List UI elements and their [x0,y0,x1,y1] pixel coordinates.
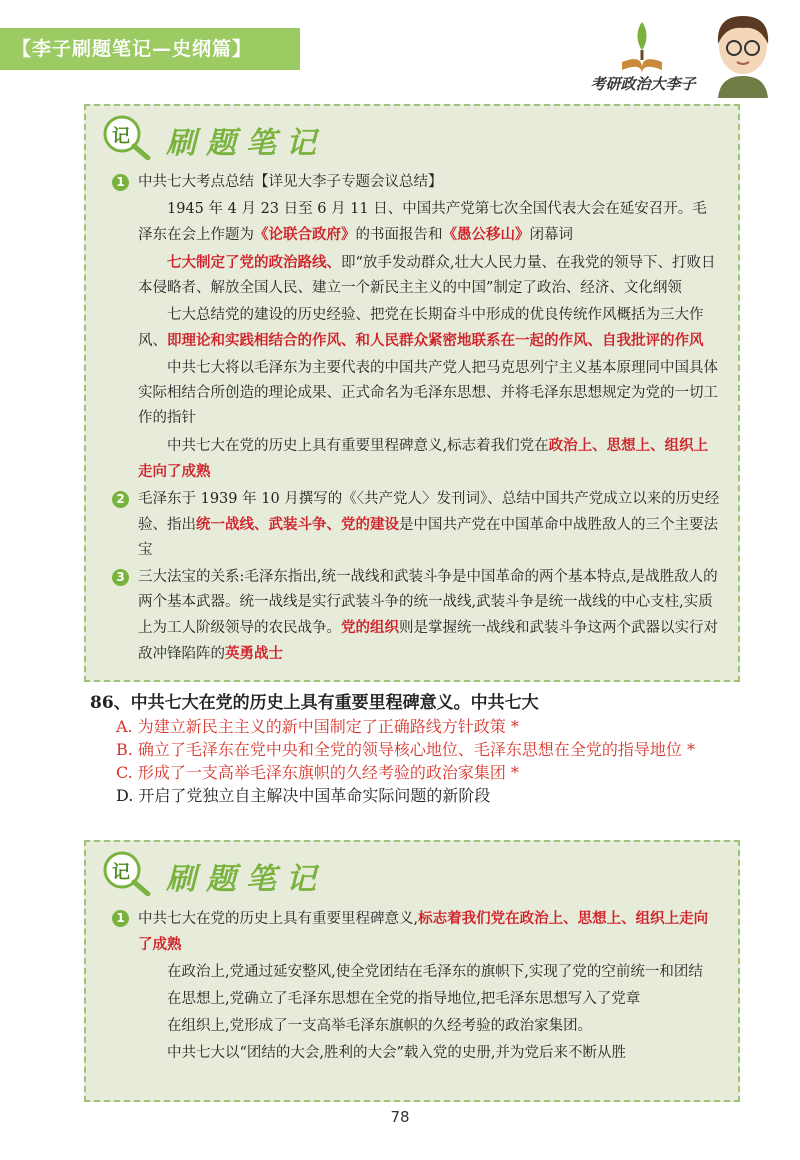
answer-option: A. 为建立新民主主义的新中国制定了正确路线方针政策 * [116,717,519,736]
question-block [90,692,750,807]
header-banner: 【李子刷题笔记—史纲篇】 [0,28,300,70]
body-text: 中共七大在党的历史上具有重要里程碑意义, [138,911,419,927]
body-text: 即“放手发动群众,壮大人民力量、在我党的领导下、打败日本侵略者、解放全国人民、建立一个新民主主义的中国”制定了政治、经济、文化纲领 [138,255,716,296]
note-paragraph [138,487,720,563]
body-text: 三大法宝的关系:毛泽东指出,统一战线和武装斗争是中国革命的两个基本特点,是战胜敌人的两个基本武器。统一战线是实行武装斗争的统一战线,武装斗争是统一战线的中心支柱,实质上为工人阶级领导的农民战争。 [138,569,718,636]
body-text: 闭幕词 [529,227,573,243]
item-number-badge: 2 [112,491,129,508]
note-paragraph [138,565,720,667]
note-badge-label: 记 [112,862,130,883]
note-paragraph [138,433,720,485]
highlight-text: 统一战线、武装斗争、党的建设 [196,516,399,533]
page-number: 78 [390,1108,410,1126]
item-number-badge: 3 [112,569,129,586]
note-items [86,170,738,667]
answer-option: D. 开启了党独立自主解决中国革命实际问题的新阶段 [116,786,491,805]
note-paragraph [138,1014,720,1039]
body-text: 1945 年 4 月 23 日至 6 月 11 日、中国共产党第七次全国代表大会在延安召开。毛泽东在会上作题为 [138,201,707,243]
answer-option: B. 确立了毛泽东在党中央和全党的领导核心地位、毛泽东思想在全党的指导地位 * [116,740,696,759]
body-text: 在思想上,党确立了毛泽东思想在全党的指导地位,把毛泽东思想写入了党章 [167,991,641,1007]
note-header [86,106,738,168]
note-item [108,170,720,485]
highlight-text: 七大制定了党的政治路线、 [167,254,341,271]
note-title: 刷题笔记 [166,862,326,897]
note-title: 刷题笔记 [166,126,326,161]
brand-area [588,10,778,98]
brand-text: 考研政治大李子 [590,75,696,93]
highlight-text: 即理论和实践相结合的作风、和人民群众紧密地联系在一起的作风、自我批评的作风 [167,332,704,349]
question-stem: 86、中共七大在党的历史上具有重要里程碑意义。中共七大 [90,693,539,713]
highlight-text: 《论联合政府》 [254,226,356,243]
body-text: 在组织上,党形成了一支高举毛泽东旗帜的久经考验的政治家集团。 [167,1018,593,1034]
note-paragraph [138,250,720,301]
note-items [86,906,738,1066]
answer-option: C. 形成了一支高举毛泽东旗帜的久经考验的政治家集团 * [116,763,519,782]
body-text: 的书面报告和 [355,227,443,243]
body-text: 七大总结党的建设的历史经验、把党在长期奋斗中形成的优良传统作风概括为三大作风、 [138,307,704,349]
note-paragraph [138,960,720,985]
highlight-text: 党的组织 [341,619,399,636]
note-paragraph [138,303,720,354]
highlight-text: 标志着我们党在政治上、思想上、组织上走向了成熟 [138,910,709,953]
note-paragraph [138,170,720,195]
note-paragraph [138,197,720,248]
body-text: 中共七大将以毛泽东为主要代表的中国共产党人把马克思列宁主义基本原理同中国具体实际相结合所创造的理论成果、正式命名为毛泽东思想、并将毛泽东思想规定为党的一切工作的指针 [138,360,718,426]
note-paragraph [138,1041,720,1066]
highlight-text: 政治上、思想上、组织上走向了成熟 [138,437,709,480]
note-paragraph [138,906,720,958]
avatar-icon [708,10,778,98]
body-text: 则是掌握统一战线和武装斗争这两个武器以实行对敌冲锋陷阵的 [138,620,718,662]
item-number-badge: 1 [112,910,129,927]
note-paragraph [138,987,720,1012]
body-text: 在政治上,党通过延安整风,使全党团结在毛泽东的旗帜下,实现了党的空前统一和团结 [167,964,703,980]
question-options [90,715,750,807]
note-paragraph [138,356,720,431]
body-text: 毛泽东于 1939 年 10 月撰写的《〈共产党人〉发刊词》、总结中国共产党成立以来的历史经验、指出 [138,491,720,533]
note-badge-label: 记 [112,126,130,147]
note-header [86,842,738,904]
body-text: 是中国共产党在中国革命中战胜敌人的三个主要法宝 [138,517,718,558]
note-item [108,487,720,563]
book-plant-logo-icon [618,16,666,74]
body-text: 中共七大考点总结【详见大李子专题会议总结】 [138,174,443,190]
note-item [108,906,720,1066]
item-number-badge: 1 [112,174,129,191]
body-text: 中共七大以“团结的大会,胜利的大会”载入党的史册,并为党后来不断从胜 [167,1045,627,1061]
highlight-text: 《愚公移山》 [442,226,530,243]
note-item [108,565,720,667]
body-text: 中共七大在党的历史上具有重要里程碑意义,标志着我们党在 [167,438,549,454]
highlight-text: 英勇战士 [225,645,283,662]
note-box-2 [84,840,740,1102]
note-box-1 [84,104,740,682]
